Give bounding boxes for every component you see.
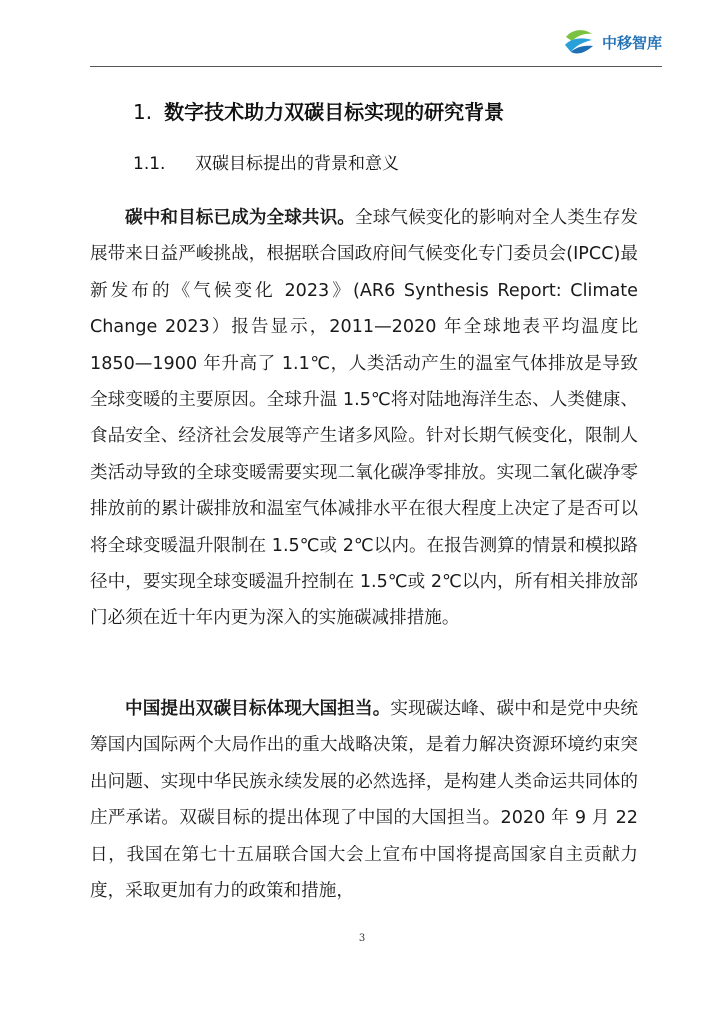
header-divider (90, 66, 662, 67)
subsection-heading (133, 149, 399, 174)
logo-text: 中移智库 (601, 33, 662, 52)
paragraph-lead: 中国提出双碳目标体现大国担当。 (125, 699, 391, 719)
paragraph (90, 200, 638, 637)
paragraph-body: 实现碳达峰、碳中和是党中央统筹国内国际两个大局作出的重大战略决策，是着力解决资源环境约束突出问题、实现中华民族永续发展的必然选择，是构建人类命运共同体的庄严承诺。双碳目标的提出体现了中国的大国担当。2020 年 9 月 22 日，我国在第七十五届联合国大会上宣布中国将提高国家自主贡献力度，采取更加有力的政策和措施， (90, 699, 638, 902)
section-title: 数字技术助力双碳目标实现的研究背景 (164, 100, 505, 124)
section-heading (133, 96, 504, 125)
paragraph-body: 全球气候变化的影响对全人类生存发展带来日益严峻挑战，根据联合国政府间气候变化专门委员会(IPCC)最新发布的《气候变化 2023》(AR6 Synthesis Report: Climate Change 2023）报告显示，2011—2020 年全球地表平均温度比 1850—1900 年升高了 1.1℃，人类活动产生的温室气体排放是导致全球变暖的主要原因。全球升温 1.5℃将对陆地海洋生态、人类健康、食品安全、经济社会发展等产生诸多风险。针对长期气候变化，限制人类活动导致的全球变暖需要实现二氧化碳净零排放。实现二氧化碳净零排放前的累计碳排放和温室气体减排水平在很大程度上决定了是否可以将全球变暖温升限制在 1.5℃或 2℃以内。在报告测算的情景和模拟路径中，要实现全球变暖温升控制在 1.5℃或 2℃以内，所有相关排放部门必须在近十年内更为深入的实施碳减排措施。 (90, 208, 638, 629)
subsection-title: 双碳目标提出的背景和意义 (195, 154, 399, 174)
paragraph (90, 691, 638, 909)
paragraph-lead: 碳中和目标已成为全球共识。 (125, 208, 355, 228)
page-header (90, 22, 662, 66)
china-mobile-logo-icon (562, 25, 596, 59)
brand-logo (562, 22, 662, 62)
section-number: 1. (133, 100, 153, 124)
subsection-number: 1.1. (133, 154, 166, 174)
page-number: 3 (358, 933, 366, 944)
